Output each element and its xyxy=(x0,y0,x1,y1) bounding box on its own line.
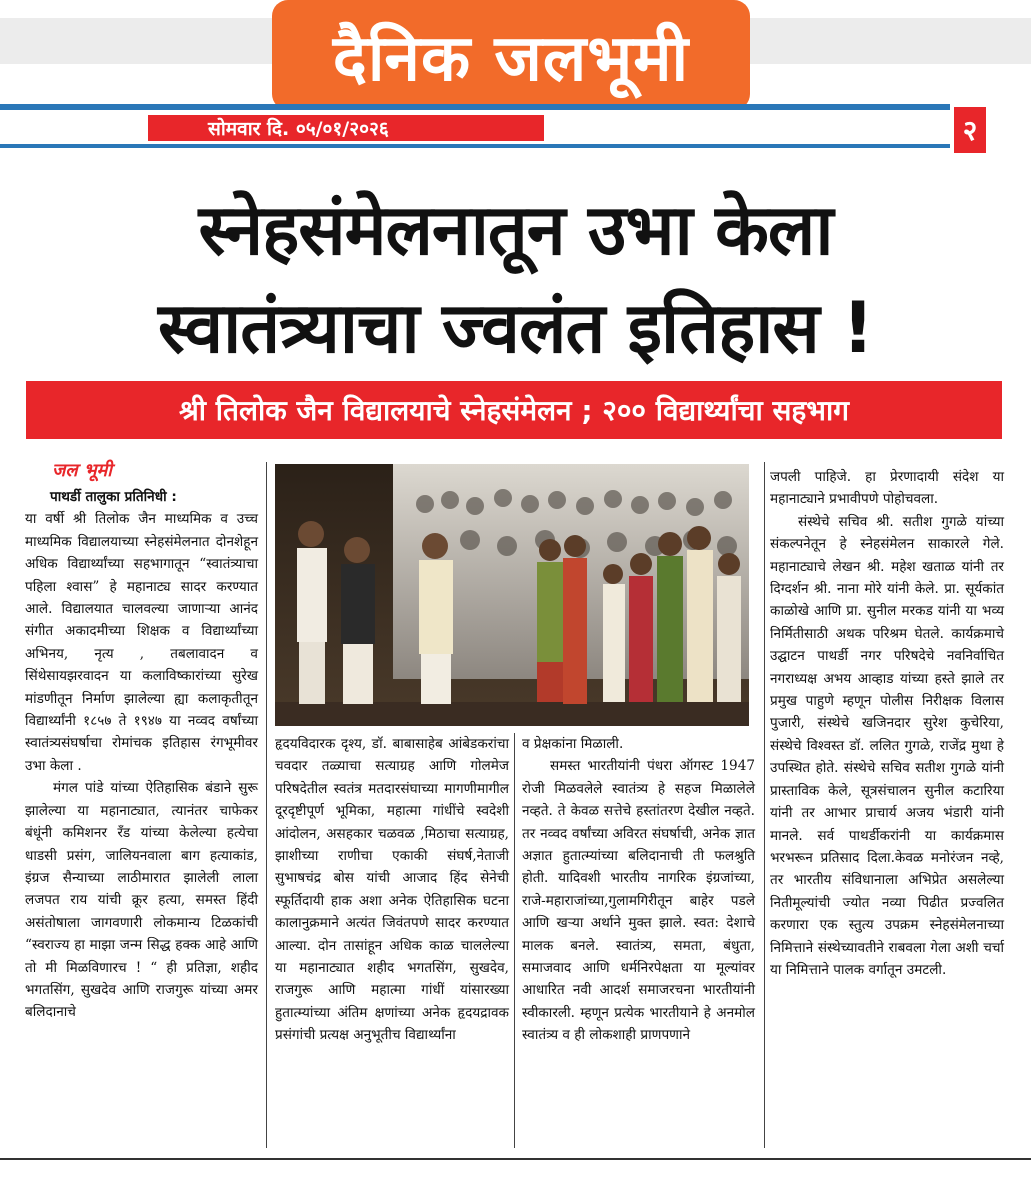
masthead-rule-top xyxy=(0,104,950,110)
masthead-rule-bottom xyxy=(0,144,950,148)
bottom-rule xyxy=(0,1158,1031,1160)
article-column-3 xyxy=(522,733,755,1047)
newspaper-logo: जल भूमी xyxy=(52,460,112,481)
event-photo xyxy=(275,464,749,726)
headline-line-2: स्वातंत्र्याचा ज्वलंत इतिहास ! xyxy=(157,287,873,369)
masthead xyxy=(272,0,750,110)
stage-scene-illustration xyxy=(275,464,749,726)
article-paragraph: या वर्षी श्री तिलोक जैन माध्यमिक व उच्च माध्यमिक विद्यालयाच्या स्नेहसंमेलनात दोनशेहून अधिक विद्यार्थ्यांच्या सहभागातून “स्वातंत्र्याचा पहिला श्वास” हे महानाट्य सादर करण्यात आले. विद्यालयात चालवल्या जाणाऱ्या आनंद संगीत अकादमीच्या शिक्षक व विद्यार्थ्यांच्या अभिनय, नृत्य , तबलावादन व सिंथेसायझरवादन या कलाविष्कारांच्या सुरेख मांडणीतून निर्माण झालेल्या ह्या कलाकृतीतून विद्यार्थ्यांनी १८५७ ते १९४७ या नव्वद वर्षांच्या स्वातंत्र्यसंघर्षाचा रोमांचक इतिहास रंगभूमीवर उभा केला . xyxy=(25,511,258,774)
page-number-box xyxy=(954,107,986,153)
dateline-band xyxy=(148,115,544,141)
article-column-4 xyxy=(770,466,1004,981)
page-number: २ xyxy=(962,114,978,147)
subheadline-band xyxy=(26,381,1002,439)
article-paragraph: हृदयविदारक दृश्य, डॉ. बाबासाहेब आंबेडकरांचा चवदार तळ्याचा सत्याग्रह आणि गोलमेज परिषदेतील स्वतंत्र मतदारसंघाच्या मागणीमागील दूरदृष्टीपूर्ण भूमिका, महात्मा गांधींचे स्वदेशी आंदोलन, असहकार चळवळ ,मिठाचा सत्याग्रह, झाशीच्या राणीचा एकाकी संघर्ष,नेताजी सुभाषचंद्र बोस यांची आजाद हिंद सेनेची स्फूर्तिदायी हाक अशा अनेक ऐतिहासिक घटना कालानुक्रमाने अत्यंत जिवंतपणे सादर करण्यात आल्या. दोन तासांहून अधिक काळ चाललेल्या या महानाट्यात शहीद भगतसिंग, सुखदेव, राजगुरू आणि महात्मा गांधीं यांसारख्या हुतात्म्यांच्या अंतिम क्षणांच्या अनेक हृदयद्रावक प्रसंगांची प्रत्यक्ष अनुभूतीच विद्यार्थ्यांना xyxy=(275,736,509,1044)
subheadline: श्री तिलोक जैन विद्यालयाचे स्नेहसंमेलन ; २०० विद्यार्थ्यांचा सहभाग xyxy=(178,394,850,427)
dateline-date: सोमवार दि. ०५/०१/२०२६ xyxy=(208,118,389,140)
column-divider xyxy=(764,462,765,1148)
article-paragraph: मंगल पांडे यांच्या ऐतिहासिक बंडाने सुरू झालेल्या या महानाट्यात, त्यानंतर चाफेकर बंधूंनी कमिशनर रँड यांच्या केलेल्या हत्येचा धाडसी प्रसंग, जालियनवाला बाग हत्याकांड, इंग्रज सैन्याच्या लाठीमारात झालेली लाला लजपत राय यांची क्रूर हत्या, समस्त हिंदी असंतोषाला जागवणारी लोकमान्य टिळकांची “स्वराज्य हा माझा जन्म सिद्ध हक्क आहे आणि तो मी मिळविणारच ! “ ही प्रतिज्ञा, शहीद भगतसिंग, सुखदेव आणि राजगुरू यांच्या अमर बलिदानाचे xyxy=(25,780,258,1021)
article-paragraph: संस्थेचे सचिव श्री. सतीश गुगळे यांच्या संकल्पनेतून हे स्नेहसंमेलन साकारले गेले. महानाट्याचे लेखन श्री. महेश खताळ यांनी तर दिग्दर्शन श्री. नाना मोरे यांनी केले. प्रा. सूर्यकांत काळोखे आणि प्रा. सुनील मरकड यांनी या भव्य निर्मितीसाठी अथक परिश्रम घेतले. कार्यक्रमाचे उद्घाटन पाथर्डी नगर परिषदेचे नवनिर्वाचित नगराध्यक्ष अभय आव्हाड यांच्या हस्ते झाले तर प्रमुख पाहुणे म्हणून पोलीस निरीक्षक विलास पुजारी, संस्थेचे खजिनदार सुरेश कुचेरिया, संस्थेचे विश्वस्त डॉ. ललित गुगळे, राजेंद्र मुथा हे उपस्थित होते. संस्थेचे सचिव सतीश गुगळे यांनी प्रास्ताविक केले, सूत्रसंचालन सुनील कटारिया यांनी तर आभार प्राचार्य अजय भंडारी यांनी मानले. सर्व पाथर्डीकरांनी या कार्यक्रमास भरभरून प्रतिसाद दिला.केवळ मनोरंजन नव्हे, तर भारतीय संविधानाला अभिप्रेत असलेल्या नितीमूल्यांची ज्योत नव्या पिढीत प्रज्वलित करणारा एक स्तुत्य उपक्रम स्नेहसंमेलनाच्या निमित्ताने संस्थेच्यावतीने राबवला गेला अशी चर्चा या निमित्ताने पालक वर्गातून उमटली. xyxy=(770,513,1004,978)
article-paragraph: समस्त भारतीयांनी पंधरा ऑगस्ट 1947 रोजी मिळवलेले स्वातंत्र्य हे सहज मिळालेले नव्हते. ते केवळ सत्तेचे हस्तांतरण देखील नव्हते. तर नव्वद वर्षांच्या अविरत संघर्षाची, अनेक ज्ञात अज्ञात हुतात्म्यांच्या बलिदानाची ती फलश्रुति होती. यादिवशी भारतीय नागरिक इंग्रजांच्या, राजे-महाराजांच्या,गुलामगिरीतून बाहेर पडले आणि खऱ्या अर्थाने मुक्त झाले. स्वत: देशाचे मालक बनले. स्वातंत्र्य, समता, बंधुता, समाजवाद आणि धर्मनिरपेक्षता या मूल्यांवर आधारित नवी आदर्श समाजरचना भारतीयांनी स्वीकारली. म्हणून प्रत्येक भारतीयाने हे अनमोल स्वातंत्र्य व ही लोकशाही प्राणपणाने xyxy=(522,758,755,1044)
article-column-1 xyxy=(25,486,258,1024)
column-divider xyxy=(266,462,267,1148)
newspaper-title: दैनिक जलभूमी xyxy=(332,21,690,96)
byline: पाथर्डी तालुका प्रतिनिधी : xyxy=(50,489,177,505)
column-divider xyxy=(514,733,515,1148)
article-paragraph: जपली पाहिजे. हा प्रेरणादायी संदेश या महानाट्याने प्रभावीपणे पोहोचवला. xyxy=(770,469,1004,508)
article-paragraph: व प्रेक्षकांना मिळाली. xyxy=(522,736,624,752)
article-column-2 xyxy=(275,733,509,1047)
headline-line-1: स्नेहसंमेलनातून उभा केला xyxy=(198,189,833,271)
